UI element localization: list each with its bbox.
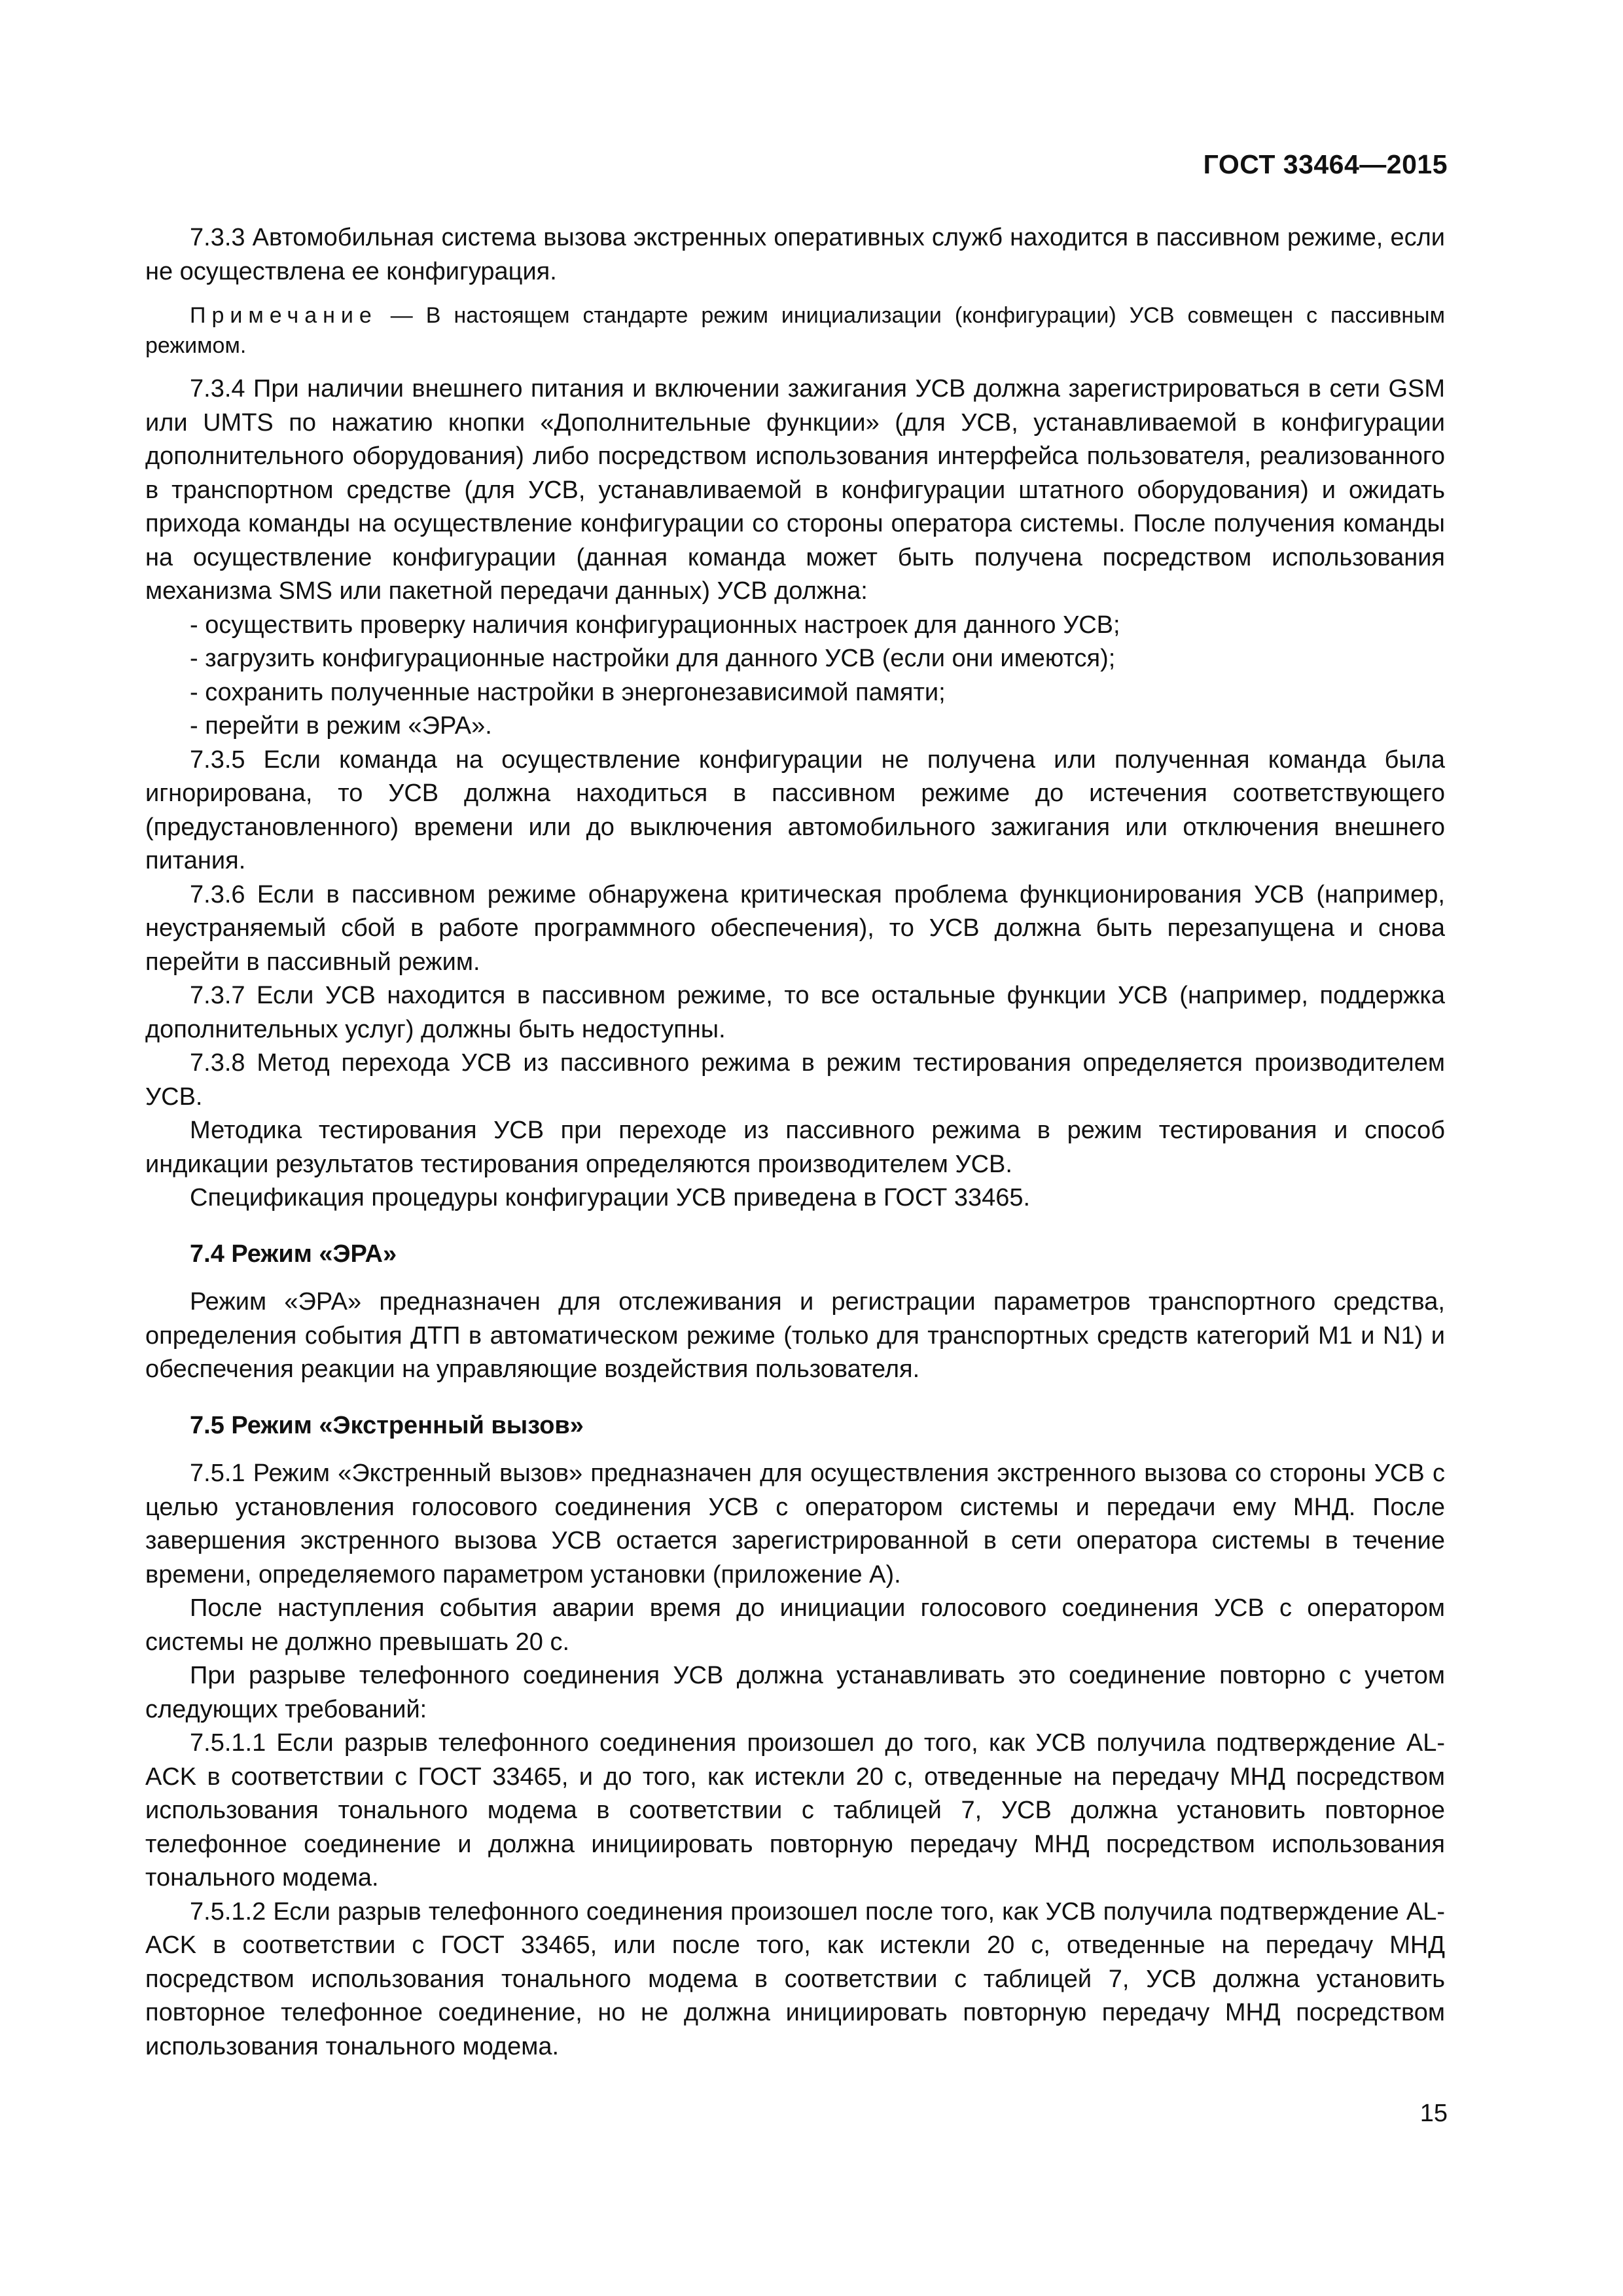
note-label: Примечание xyxy=(190,303,378,328)
paragraph-testing-method: Методика тестирования УСВ при переходе из пассивного режима в режим тестирования и способ индикации результатов тестирования определяются производителем УСВ. xyxy=(145,1117,1445,1178)
page-number: 15 xyxy=(1419,2100,1448,2127)
paragraph-7-3-5: 7.3.5 Если команда на осуществление конфигурации не получена или полученная команда была игнорирована, то УСВ должна находиться в пассивном режиме до истечения соответствующего (предустановленного) времени или до выключения автомобильного зажигания или отключения внешнего питания. xyxy=(145,745,1445,874)
paragraph-7-3-6: 7.3.6 Если в пассивном режиме обнаружена критическая проблема функционирования УСВ (например, неустраняемый сбой в работе программного обеспечения), то УСВ должна быть перезапущена и снова перейти в пассивный режим. xyxy=(145,880,1445,976)
paragraph-config-spec: Спецификация процедуры конфигурации УСВ приведена в ГОСТ 33465. xyxy=(190,1184,1031,1211)
note-text: — В настоящем стандарте режим инициализации (конфигурации) УСВ совмещен с пассивным режимом. xyxy=(145,303,1445,358)
paragraph-7-3-8: 7.3.8 Метод перехода УСВ из пассивного режима в режим тестирования определяется производителем УСВ. xyxy=(145,1049,1445,1111)
list-item: - загрузить конфигурационные настройки для данного УСВ (если они имеются); xyxy=(190,645,1116,672)
note xyxy=(145,300,1445,361)
paragraph-reconnect: При разрыве телефонного соединения УСВ должна устанавливать это соединение повторно с учетом следующих требований: xyxy=(145,1662,1445,1723)
paragraph-7-3-7: 7.3.7 Если УСВ находится в пассивном режиме, то все остальные функции УСВ (например, поддержка дополнительных услуг) должны быть недоступны. xyxy=(145,982,1445,1043)
list-item: - перейти в режим «ЭРА». xyxy=(190,712,492,740)
list-item: - осуществить проверку наличия конфигурационных настроек для данного УСВ; xyxy=(190,611,1120,639)
paragraph-7-4: Режим «ЭРА» предназначен для отслеживания и регистрации параметров транспортного средства, определения события ДТП в автоматическом режиме (только для транспортных средств категорий М1 и N1) и обеспечения реакции на управляющие воздействия пользователя. xyxy=(145,1288,1445,1383)
paragraph-7-5-1-1: 7.5.1.1 Если разрыв телефонного соединения произошел до того, как УСВ получила подтверждение AL-ACK в соответствии с ГОСТ 33465, и до того, как истекли 20 с, отведенные на передачу МНД посредством использования тонального модема в соответствии с таблицей 7, УСВ должна установить повторное телефонное соединение и должна инициировать повторную передачу МНД посредством использования тонального модема. xyxy=(145,1729,1445,1892)
section-heading-7-4: 7.4 Режим «ЭРА» xyxy=(190,1240,397,1268)
paragraph-7-5-1-2: 7.5.1.2 Если разрыв телефонного соединения произошел после того, как УСВ получила подтверждение AL-ACK в соответствии с ГОСТ 33465, или после того, как истекли 20 с, отведенные на передачу МНД посредством использования тонального модема в соответствии с таблицей 7, УСВ должна установить повторное телефонное соединение, но не должна инициировать повторную передачу МНД посредством использования тонального модема. xyxy=(145,1897,1445,2060)
paragraph-7-5-1: 7.5.1 Режим «Экстренный вызов» предназначен для осуществления экстренного вызова со стороны УСВ с целью установления голосового соединения УСВ с оператором системы и передачи ему МНД. После завершения экстренного вызова УСВ остается зарегистрированной в сети оператора системы в течение времени, определяемого параметром установки (приложение А). xyxy=(145,1460,1445,1588)
standard-header: ГОСТ 33464—2015 xyxy=(1203,149,1448,179)
page-body xyxy=(145,221,1445,2064)
paragraph-accident-timing: После наступления события аварии время до инициации голосового соединения УСВ с оператором системы не должно превышать 20 с. xyxy=(145,1594,1445,1656)
section-heading-7-5: 7.5 Режим «Экстренный вызов» xyxy=(190,1411,584,1439)
list-item: - сохранить полученные настройки в энергонезависимой памяти; xyxy=(190,678,946,706)
paragraph-7-3-3: 7.3.3 Автомобильная система вызова экстренных оперативных служб находится в пассивном режиме, если не осуществлена ее конфигурация. xyxy=(145,224,1445,285)
paragraph-7-3-4: 7.3.4 При наличии внешнего питания и включении зажигания УСВ должна зарегистрироваться в сети GSM или UMTS по нажатию кнопки «Дополнительные функции» (для УСВ, устанавливаемой в конфигурации дополнительного оборудования) либо посредством использования интерфейса пользователя, реализованного в транспортном средстве (для УСВ, устанавливаемой в конфигурации штатного оборудования) и ожидать прихода команды на осуществление конфигурации со стороны оператора системы. После получения команды на осуществление конфигурации (данная команда может быть получена посредством использования механизма SMS или пакетной передачи данных) УСВ должна: xyxy=(145,375,1445,605)
